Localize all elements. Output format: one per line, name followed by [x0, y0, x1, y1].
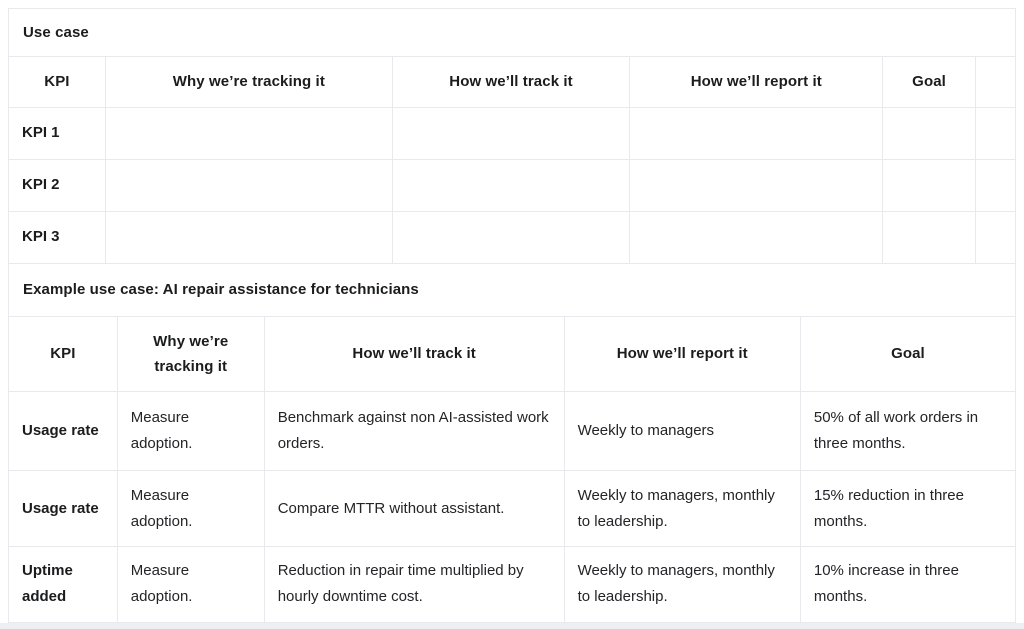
why-cell: Measure adoption.	[117, 392, 264, 471]
empty-cell	[975, 159, 1015, 211]
use-case-table	[9, 57, 1015, 264]
empty-cell	[105, 159, 392, 211]
kpi-label-cell: Usage rate	[9, 471, 117, 547]
column-header-report: How we’ll report it	[564, 317, 800, 392]
empty-cell	[630, 211, 883, 263]
column-header-why: Why we’re tracking it	[105, 57, 392, 107]
empty-cell	[630, 159, 883, 211]
empty-cell	[392, 107, 629, 159]
kpi-template-sheet	[8, 8, 1016, 623]
empty-cell	[105, 211, 392, 263]
table-row-kpi-2	[9, 159, 1015, 211]
column-header-track: How we’ll track it	[392, 57, 629, 107]
why-cell: Measure adoption.	[117, 547, 264, 622]
track-cell: Benchmark against non AI-assisted work orders.	[264, 392, 564, 471]
kpi-label-cell: KPI 3	[9, 211, 105, 263]
report-cell: Weekly to managers, monthly to leadership.	[564, 471, 800, 547]
section-title-example-use-case: Example use case: AI repair assistance for technicians	[9, 263, 1015, 317]
empty-cell	[392, 159, 629, 211]
example-use-case-table	[9, 317, 1015, 622]
column-header-report: How we’ll report it	[630, 57, 883, 107]
column-header-why: Why we’re tracking it	[117, 317, 264, 392]
empty-cell	[392, 211, 629, 263]
page-bottom-strip	[0, 623, 1024, 629]
use-case-header-row	[9, 57, 1015, 107]
column-header-kpi: KPI	[9, 317, 117, 392]
empty-cell	[883, 107, 975, 159]
goal-cell: 15% reduction in three months.	[800, 471, 1015, 547]
empty-cell	[975, 211, 1015, 263]
column-header-goal: Goal	[883, 57, 975, 107]
goal-cell: 10% increase in three months.	[800, 547, 1015, 622]
example-header-row	[9, 317, 1015, 392]
empty-cell	[630, 107, 883, 159]
table-row-usage-rate-2	[9, 471, 1015, 547]
column-header-track: How we’ll track it	[264, 317, 564, 392]
table-row-kpi-3	[9, 211, 1015, 263]
table-row-usage-rate-1	[9, 392, 1015, 471]
kpi-label-cell: KPI 2	[9, 159, 105, 211]
column-header-goal: Goal	[800, 317, 1015, 392]
column-header-blank	[975, 57, 1015, 107]
why-cell: Measure adoption.	[117, 471, 264, 547]
empty-cell	[883, 211, 975, 263]
table-row-kpi-1	[9, 107, 1015, 159]
column-header-kpi: KPI	[9, 57, 105, 107]
track-cell: Compare MTTR without assistant.	[264, 471, 564, 547]
empty-cell	[883, 159, 975, 211]
report-cell: Weekly to managers	[564, 392, 800, 471]
section-title-use-case: Use case	[9, 9, 1015, 57]
table-row-uptime-added	[9, 547, 1015, 622]
kpi-label-cell: KPI 1	[9, 107, 105, 159]
empty-cell	[105, 107, 392, 159]
empty-cell	[975, 107, 1015, 159]
report-cell: Weekly to managers, monthly to leadership.	[564, 547, 800, 622]
kpi-label-cell: Uptime added	[9, 547, 117, 622]
goal-cell: 50% of all work orders in three months.	[800, 392, 1015, 471]
track-cell: Reduction in repair time multiplied by hourly downtime cost.	[264, 547, 564, 622]
kpi-label-cell: Usage rate	[9, 392, 117, 471]
